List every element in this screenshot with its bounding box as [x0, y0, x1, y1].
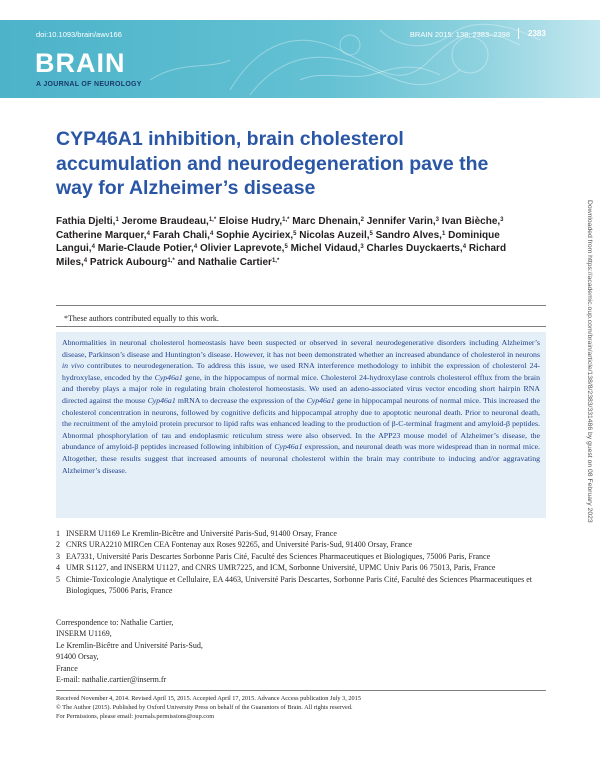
author-name: Marie-Claude Potier,	[97, 243, 194, 254]
affiliation-text: CNRS URA2210 MIRCen CEA Fontenay aux Roses 92265, and Université Paris-Sud, 91400 Orsay, France	[66, 540, 413, 550]
author-name: Richard Miles,	[56, 243, 507, 268]
divider	[56, 690, 546, 691]
correspondence-line: France	[56, 663, 78, 673]
download-side-note	[583, 200, 593, 600]
equal-contribution-note: *These authors contributed equally to this work.	[64, 314, 219, 323]
affiliation-number: 3	[56, 551, 60, 561]
author-name: and	[177, 256, 196, 268]
author-name: Marc Dhenain,	[292, 216, 361, 227]
affiliation-number: 4	[56, 563, 60, 573]
author-affiliation-marker: 1	[441, 230, 446, 237]
author-affiliation-marker: 1,*	[282, 217, 290, 223]
affiliation-text: EA7331, Université Paris Descartes Sorbonne Paris Cité, Faculté des Sciences Pharmaceutiques et Biologiques, 75006 Paris, France	[66, 551, 491, 561]
author-name: Dominique Langui,	[56, 229, 500, 254]
author-name: Sandro Alves,	[375, 229, 442, 241]
author-affiliation-marker: 3	[500, 217, 504, 223]
author-affiliation-marker: 4	[209, 230, 214, 237]
author-name: Olivier Laprevote,	[199, 243, 285, 254]
abstract-italic-term: Cyp46a1	[147, 395, 176, 405]
abstract-text: Abnormalities in neuronal cholesterol homeostasis have been suspected or observed in several neurodegenerative disorders including Alzheimer’s disease, Parkinson’s disease and Huntington’s disease. However, it has not been demonstrated whether an increased abundance of cholesterol in neurons	[62, 338, 540, 359]
affiliation-item	[56, 551, 546, 562]
affiliation-text: INSERM U1169 Le Kremlin-Bicêtre and Université Paris-Sud, 91400 Orsay, France	[66, 529, 337, 538]
abstract-italic-term: Cyp46a1	[154, 372, 183, 382]
doi-text: doi:10.1093/brain/awv166	[36, 30, 122, 39]
author-name: Michel Vidaud,	[290, 243, 361, 254]
author-affiliation-marker: 4	[91, 244, 95, 250]
author-affiliation-marker: 3	[360, 244, 364, 250]
author-affiliation-marker: 4	[193, 244, 198, 250]
author-affiliation-marker: 4	[462, 244, 467, 250]
divider	[56, 305, 546, 306]
affiliation-text: Chimie-Toxicologie Analytique et Cellulaire, EA 4463, Université Paris Descartes, Sorbonne Paris Cité, Faculté des Sciences Pharmaceutiques et Biologiques, 75006 Paris, France	[66, 574, 532, 596]
author-name: Fathia Djelti,	[56, 216, 116, 227]
author-name: Farah Chali,	[152, 229, 210, 241]
affiliation-number: 1	[56, 529, 60, 538]
journal-logo: BRAIN	[35, 48, 126, 78]
abstract-italic-term: in vivo	[62, 361, 85, 371]
abstract-text: mRNA to decrease the expression of the	[175, 395, 307, 405]
divider	[56, 326, 546, 327]
abstract	[56, 332, 546, 518]
abstract-text: gene in hippocampal neurons of normal mice. This increased the cholesterol concentration in neurons, followed by cognitive deficits and hippocampal atrophy due to apoptotic neuronal death. Prior to neuronal death, the recruitment of the amyloid protein precursor to lipid rafts was enhanced leading to the production of β-C-terminal fragment and amyloid-β peptides. Abnormal phosphorylation of tau and endoplasmic reticulum stress were also observed. In the APP23 mouse model of Alzheimer’s disease, the abundance of amyloid-β peptides increased following inhibition of	[62, 395, 541, 452]
author-name: Jerome Braudeau,	[121, 216, 209, 227]
affiliation-item	[56, 562, 546, 573]
abstract-text: expression, and neuronal death was more widespread than in normal mice. Altogether, these results suggest that increased amounts of neuronal cholesterol within the brain may contribute to inducing and/or aggravating Alzheimer’s disease.	[62, 442, 540, 475]
article-title: CYP46A1 inhibition, brain cholesterol accumulation and neurodegeneration pave the way for Alzheimer’s disease	[56, 128, 489, 199]
author-name: Eloise Hudry,	[218, 216, 283, 227]
journal-citation: BRAIN 2015: 138; 2383–2398	[409, 30, 510, 39]
author-affiliation-marker: 5	[293, 230, 297, 237]
author-name: Patrick Aubourg	[89, 256, 168, 268]
author-affiliation-marker: 5	[284, 244, 288, 250]
download-side-note-text: Downloaded from https://academic.oup.com/brain/article/138/8/2383/331486 by guest on 08 February 2023	[586, 200, 593, 523]
author-affiliation-marker: 2	[360, 217, 364, 223]
abstract-italic-term: Cyp46a1	[306, 395, 335, 405]
affiliation-text: UMR S1127, and INSERM U1127, and CNRS UMR7225, and ICM, Sorbonne Université, UPMC Univ Paris 06 75013, Paris, France	[66, 563, 496, 573]
correspondence-line: Le Kremlin-Bicêtre and Université Paris-Sud,	[56, 640, 203, 650]
affiliation-item	[56, 539, 546, 550]
author-name: Sophie Ayciriex,	[216, 229, 294, 241]
author-affiliation-marker: 3	[435, 217, 440, 223]
author-name: Ivan Bièche,	[441, 216, 501, 227]
author-name: Nathalie Cartier	[198, 256, 272, 268]
page-number: 2383	[528, 29, 546, 38]
author-affiliation-marker: 1,*	[167, 257, 175, 264]
affiliation-number: 5	[56, 574, 60, 584]
author-affiliation-marker: 4	[83, 257, 88, 264]
footer-line: For Permissions, please email: journals.permissions@oup.com	[56, 712, 215, 720]
author-name: Jennifer Varin,	[366, 216, 436, 227]
author-affiliation-marker: 4	[146, 230, 150, 237]
author-affiliation-marker: 1,*	[271, 257, 280, 264]
affiliation-item	[56, 574, 546, 597]
author-name: Charles Duyckaerts,	[366, 243, 463, 254]
author-affiliation-marker: 1,*	[208, 217, 217, 223]
correspondence-line: 91400 Orsay,	[56, 652, 99, 662]
affiliation-item	[56, 528, 546, 539]
journal-subtitle: A JOURNAL OF NEUROLOGY	[36, 81, 142, 88]
author-affiliation-marker: 5	[369, 230, 373, 237]
abstract-italic-term: Cyp46a1	[274, 442, 303, 452]
correspondence-line: INSERM U1169,	[56, 629, 112, 639]
correspondence-block	[56, 617, 203, 685]
author-list	[56, 215, 526, 269]
author-name: Catherine Marquer,	[56, 229, 147, 241]
header-separator	[518, 28, 519, 39]
footer-notes	[56, 695, 361, 721]
author-affiliation-marker: 1	[115, 217, 119, 223]
affiliation-list	[56, 528, 546, 596]
correspondence-email[interactable]: E-mail: nathalie.cartier@inserm.fr	[56, 675, 167, 685]
footer-line: © The Author (2015). Published by Oxford University Press on behalf of the Guarantors of Brain. All rights reserved.	[56, 703, 353, 711]
footer-line: Received November 4, 2014. Revised April 15, 2015. Accepted April 17, 2015. Advance Access publication July 3, 2015	[56, 695, 361, 702]
correspondence-line: Correspondence to: Nathalie Cartier,	[56, 618, 174, 627]
abstract-text: gene, in the hippocampus of normal mice. Cholesterol 24-hydroxylase controls cholesterol efflux from the brain and thereby plays a major role in regulating brain cholesterol homeostasis. We used an adeno-associated virus vector encoding short hairpin RNA directed against the mouse	[62, 372, 540, 405]
author-name: Nicolas Auzeil,	[299, 229, 370, 241]
abstract-text: contributes to neurodegeneration. To address this issue, we used RNA interference methodology to inhibit the expression of cholesterol 24-hydroxylase, encoded by the	[62, 361, 540, 382]
affiliation-number: 2	[56, 540, 60, 550]
